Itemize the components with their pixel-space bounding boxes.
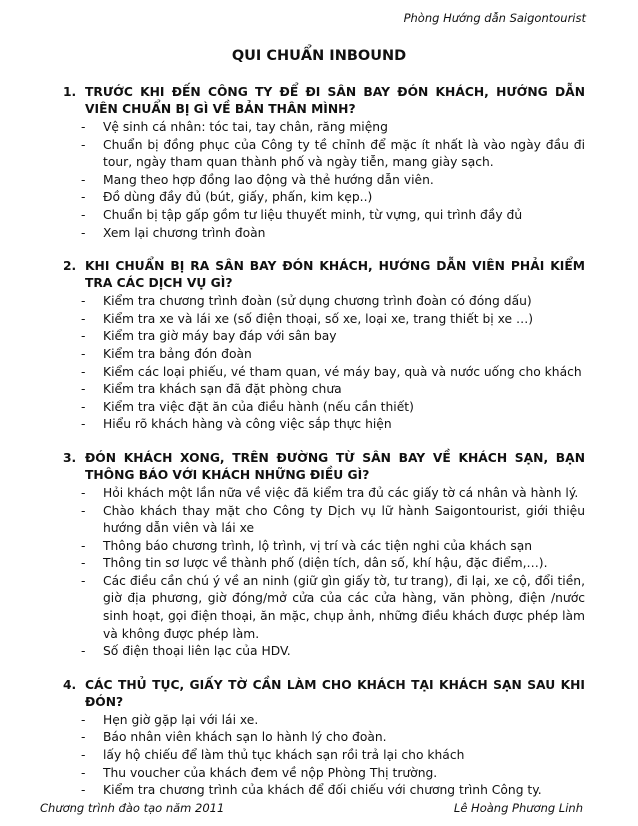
list-item-text: Xem lại chương trình đoàn	[103, 225, 266, 240]
bullet-list	[63, 712, 585, 800]
dash-marker: -	[81, 137, 86, 152]
dash-marker: -	[81, 172, 86, 187]
list-item-text: Kiểm các loại phiếu, vé tham quan, vé máy bay, quà và nước uống cho khách	[103, 364, 582, 379]
footer-right: Lê Hoàng Phương Linh	[453, 801, 583, 815]
section-4	[63, 677, 585, 800]
footer-left: Chương trình đào tạo năm 2011	[40, 801, 225, 815]
list-item	[63, 573, 585, 643]
bullet-list	[63, 119, 585, 242]
list-item-text: Kiểm tra xe và lái xe (số điện thoại, số xe, loại xe, trang thiết bị xe …)	[103, 311, 534, 326]
section-number: 2.	[63, 259, 77, 274]
dash-marker: -	[81, 573, 86, 588]
list-item-text: Chuẩn bị tập gấp gồm tư liệu thuyết minh, từ vựng, qui trình đầy đủ	[103, 207, 523, 222]
dash-marker: -	[81, 329, 86, 344]
list-item	[63, 747, 585, 765]
dash-marker: -	[81, 190, 86, 205]
list-item-text: Kiểm tra việc đặt ăn của điều hành (nếu cần thiết)	[103, 399, 414, 414]
section-number: 4.	[63, 677, 77, 692]
list-item-text: Chuẩn bị đồng phục của Công ty tề chỉnh để mặc ít nhất là vào ngày đầu đi tour, ngày tham quan thành phố và ngày tiễn, mang giày sạch.	[103, 137, 585, 170]
bullet-list	[63, 485, 585, 661]
list-item	[63, 712, 585, 730]
bullet-list	[63, 293, 585, 434]
list-item	[63, 328, 585, 346]
list-item-text: Thông tin sơ lược về thành phố (diện tích, dân số, khí hậu, đặc điểm,…).	[103, 556, 548, 571]
list-item	[63, 137, 585, 172]
list-item	[63, 399, 585, 417]
list-item	[63, 189, 585, 207]
section-heading	[63, 677, 585, 711]
list-item-text: Chào khách thay mặt cho Công ty Dịch vụ lữ hành Saigontourist, giới thiệu hướng dẫn viên và lái xe	[103, 503, 585, 536]
list-item	[63, 555, 585, 573]
list-item-text: Hẹn giờ gặp lại với lái xe.	[103, 712, 259, 727]
document-title: QUI CHUẨN INBOUND	[231, 48, 407, 64]
dash-marker: -	[81, 311, 86, 326]
dash-marker: -	[81, 346, 86, 361]
page-header: Phòng Hướng dẫn Saigontourist	[403, 11, 586, 25]
section-number: 3.	[63, 450, 77, 465]
dash-marker: -	[81, 556, 86, 571]
list-item-text: Kiểm tra chương trình của khách để đối chiếu với chương trình Công ty.	[103, 783, 542, 798]
dash-marker: -	[81, 538, 86, 553]
dash-marker: -	[81, 225, 86, 240]
dash-marker: -	[81, 382, 86, 397]
section-number: 1.	[63, 85, 77, 99]
dash-marker: -	[81, 417, 86, 432]
dash-marker: -	[81, 783, 86, 798]
list-item	[63, 485, 585, 503]
dash-marker: -	[81, 730, 86, 745]
list-item-text: Kiểm tra bảng đón đoàn	[103, 346, 252, 361]
document-body	[63, 84, 585, 816]
list-item-text: Vệ sinh cá nhân: tóc tai, tay chân, răng miệng	[103, 120, 388, 134]
list-item-text: lấy hộ chiếu để làm thủ tục khách sạn rồi trả lại cho khách	[103, 748, 465, 763]
list-item	[63, 119, 585, 137]
section-3	[63, 450, 585, 661]
list-item	[63, 364, 585, 382]
dash-marker: -	[81, 120, 86, 134]
list-item	[63, 207, 585, 225]
list-item	[63, 172, 585, 190]
list-item-text: Các điều cần chú ý về an ninh (giữ gìn giấy tờ, tư trang), đi lại, xe cộ, đổi tiền, giờ địa phương, giờ đóng/mở cửa của các cửa hàng, văn phòng, điện /nước sinh hoạt, gọi điện thoại, ăn mặc, chụp ảnh, những điều khách được phép làm và không được phép làm.	[103, 573, 585, 641]
list-item	[63, 381, 585, 399]
list-item	[63, 503, 585, 538]
list-item	[63, 765, 585, 783]
section-heading	[63, 450, 585, 484]
section-1	[63, 84, 585, 242]
list-item-text: Đồ dùng đầy đủ (bút, giấy, phấn, kim kẹp..)	[103, 190, 373, 205]
list-item-text: Hỏi khách một lần nữa về việc đã kiểm tra đủ các giấy tờ cá nhân và hành lý.	[103, 485, 579, 500]
list-item-text: Số điện thoại liên lạc của HDV.	[103, 644, 291, 659]
section-2	[63, 258, 585, 434]
list-item-text: Thông báo chương trình, lộ trình, vị trí và các tiện nghi của khách sạn	[103, 538, 533, 553]
dash-marker: -	[81, 503, 86, 518]
dash-marker: -	[81, 712, 86, 727]
dash-marker: -	[81, 644, 86, 659]
dash-marker: -	[81, 364, 86, 379]
dash-marker: -	[81, 294, 86, 309]
dash-marker: -	[81, 207, 86, 222]
list-item-text: Kiểm tra chương trình đoàn (sử dụng chương trình đoàn có đóng dấu)	[103, 294, 532, 309]
section-title: KHI CHUẨN BỊ RA SÂN BAY ĐÓN KHÁCH, HƯỚNG DẪN VIÊN PHẢI KIỂM TRA CÁC DỊCH VỤ GÌ?	[85, 259, 585, 291]
list-item	[63, 293, 585, 311]
dash-marker: -	[81, 748, 86, 763]
list-item	[63, 416, 585, 434]
section-title: ĐÓN KHÁCH XONG, TRÊN ĐƯỜNG TỪ SÂN BAY VỀ KHÁCH SẠN, BẠN THÔNG BÁO VỚI KHÁCH NHỮNG ĐIỀU GÌ?	[85, 450, 585, 482]
list-item	[63, 311, 585, 329]
dash-marker: -	[81, 485, 86, 500]
list-item-text: Thu voucher của khách đem về nộp Phòng Thị trường.	[103, 765, 438, 780]
list-item	[63, 782, 585, 800]
dash-marker: -	[81, 765, 86, 780]
list-item-text: Kiểm tra khách sạn đã đặt phòng chưa	[103, 382, 342, 397]
list-item-text: Báo nhân viên khách sạn lo hành lý cho đoàn.	[103, 730, 387, 745]
list-item-text: Mang theo hợp đồng lao động và thẻ hướng dẫn viên.	[103, 172, 434, 187]
section-title: CÁC THỦ TỤC, GIẤY TỜ CẦN LÀM CHO KHÁCH TẠI KHÁCH SẠN SAU KHI ĐÓN?	[85, 677, 585, 709]
section-heading	[63, 258, 585, 292]
list-item-text: Kiểm tra giờ máy bay đáp với sân bay	[103, 329, 337, 344]
dash-marker: -	[81, 399, 86, 414]
list-item-text: Hiểu rõ khách hàng và công việc sắp thực hiện	[103, 417, 392, 432]
list-item	[63, 729, 585, 747]
list-item	[63, 643, 585, 661]
section-title: TRƯỚC KHI ĐẾN CÔNG TY ĐỂ ĐI SÂN BAY ĐÓN KHÁCH, HƯỚNG DẪN VIÊN CHUẨN BỊ GÌ VỀ BẢN THÂN MÌNH?	[85, 85, 585, 116]
list-item	[63, 538, 585, 556]
list-item	[63, 225, 585, 243]
section-heading	[63, 84, 585, 118]
list-item	[63, 346, 585, 364]
